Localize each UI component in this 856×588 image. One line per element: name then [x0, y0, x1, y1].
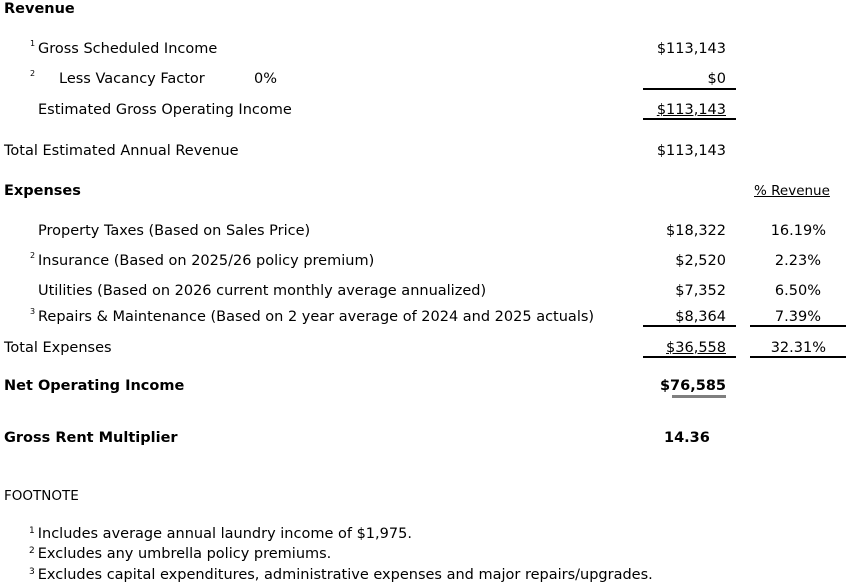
footnote-heading: FOOTNOTE — [4, 488, 79, 504]
egoi-label: Estimated Gross Operating Income — [38, 102, 292, 118]
footnote-1-text: Includes average annual laundry income of $1,975. — [37, 526, 412, 542]
egoi-rule — [643, 118, 736, 120]
expense-label-insurance: Insurance (Based on 2025/26 policy premium) — [38, 253, 375, 269]
total-expenses-label: Total Expenses — [4, 340, 112, 356]
grm-value: 14.36 — [664, 430, 710, 446]
expense-pct-property-taxes: 16.19% — [770, 223, 826, 239]
vacancy-factor-label: Less Vacancy Factor — [59, 71, 205, 87]
expense-label-property-taxes: Property Taxes (Based on Sales Price) — [38, 223, 311, 239]
pct-revenue-header: % Revenue — [754, 183, 830, 199]
total-revenue-value: $113,143 — [656, 143, 726, 159]
footnote-3-text: Excludes capital expenditures, administrative expenses and major repairs/upgrades. — [37, 567, 653, 583]
footnote-ref-1: 1 — [30, 39, 36, 48]
footnote-ref-3: 3 — [30, 307, 36, 316]
noi-label: Net Operating Income — [4, 378, 185, 394]
expenses-subtotal-rule — [643, 325, 736, 327]
noi-value: $76,585 — [659, 378, 726, 394]
gross-scheduled-income-label: Gross Scheduled Income — [38, 41, 218, 57]
noi-double-rule — [672, 395, 726, 398]
footnote-ref-2: 2 — [30, 251, 36, 260]
expense-pct-utilities: 6.50% — [774, 283, 821, 299]
gross-scheduled-income-value: $113,143 — [656, 41, 726, 57]
expense-label-utilities: Utilities (Based on 2026 current monthly average annualized) — [38, 283, 487, 299]
egoi-value: $113,143 — [656, 102, 726, 118]
total-expenses-pct: 32.31% — [770, 340, 826, 356]
expense-value-repairs: $8,364 — [675, 309, 726, 325]
expenses-heading: Expenses — [4, 183, 81, 199]
footnote-3 — [29, 563, 653, 584]
expense-value-insurance: $2,520 — [675, 253, 726, 269]
footnote-3-num: 3 — [29, 567, 35, 577]
vacancy-factor-value: $0 — [707, 71, 726, 87]
revenue-heading: Revenue — [4, 1, 75, 17]
expense-label-repairs: Repairs & Maintenance (Based on 2 year average of 2024 and 2025 actuals) — [38, 309, 595, 325]
total-revenue-label: Total Estimated Annual Revenue — [4, 143, 239, 159]
expense-value-utilities: $7,352 — [675, 283, 726, 299]
footnote-2-text: Excludes any umbrella policy premiums. — [37, 546, 332, 562]
footnote-ref-2: 2 — [30, 69, 36, 78]
expense-pct-repairs: 7.39% — [774, 309, 821, 325]
footnote-2-num: 2 — [29, 546, 35, 556]
vacancy-factor-percent: 0% — [254, 71, 278, 87]
footnote-1-num: 1 — [29, 526, 35, 536]
total-expenses-rule — [643, 356, 736, 358]
footnote-1 — [29, 522, 412, 543]
footnote-2 — [29, 542, 331, 563]
total-expenses-value: $36,558 — [666, 340, 726, 356]
grm-label: Gross Rent Multiplier — [4, 430, 178, 446]
pct-subtotal-rule — [750, 325, 846, 327]
expense-value-property-taxes: $18,322 — [666, 223, 726, 239]
total-pct-rule — [750, 356, 846, 358]
expense-pct-insurance: 2.23% — [774, 253, 821, 269]
subtotal-rule — [643, 88, 736, 90]
